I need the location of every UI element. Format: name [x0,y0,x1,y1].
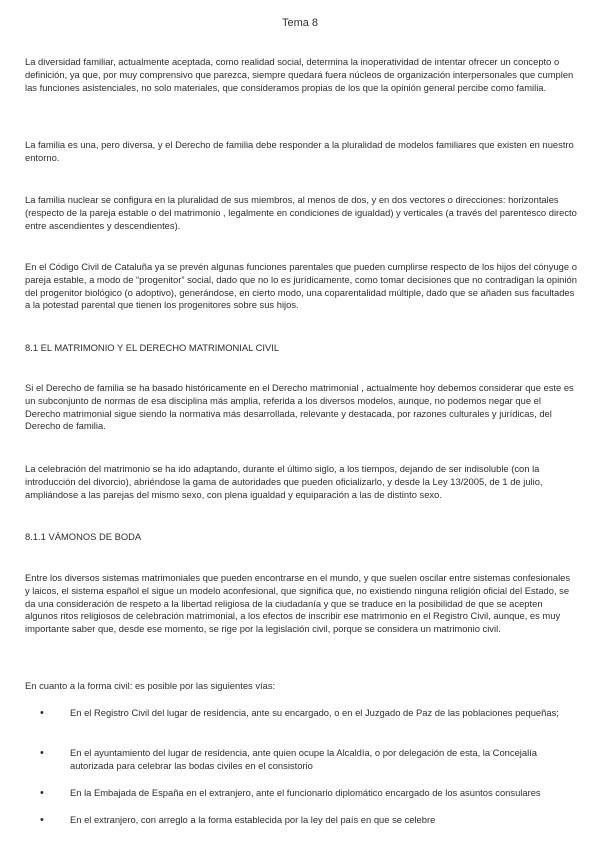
list-item-text: En el extranjero, con arreglo a la forma establecida por la ley del país en que se celebre [70,814,436,825]
list-item [40,814,575,827]
paragraph-sistemas-matrimoniales: Entre los diversos sistemas matrimoniales que pueden encontrarse en el mundo, y que suelen oscilar entre sistemas confesionales y laicos, el sistema español el sigue un modelo aconfesional, que significa que, no existiendo ninguna religión oficial del Estado, se da una consideración de respeto a la libertad religiosa de la ciudadanía y que se traduce en la posibilidad de que se acepten algunos ritos religiosos de celebración matrimonial, a los efectos de inscribir ese matrimonio en el Registro Civil, aunque, es muy importante saber que, desde ese momento, se rige por la legislación civil, porque se considera un matrimonio civil. [25,572,571,635]
list-item [40,707,575,720]
section-heading-8-1: 8.1 EL MATRIMONIO Y EL DERECHO MATRIMONIAL CIVIL [25,342,280,353]
list-item [40,787,575,800]
bullet-glyph: • [40,707,44,719]
bullet-glyph: • [40,787,44,799]
list-item [40,747,575,773]
paragraph-celebracion-matrimonio: La celebración del matrimonio se ha ido adaptando, durante el último siglo, a los tiempos, dejando de ser indisoluble (con la introducción del divorcio), abriéndose la gama de autoridades que pueden oficializarlo, y desde la Ley 13/2005, de 1 de julio, ampliándose a las parejas del mismo sexo, con plena igualdad y equiparación a las de distinto sexo. [25,463,543,500]
paragraph-codigo-civil-cataluna: En el Código Civil de Cataluña ya se prevén algunas funciones parentales que pueden cumplirse respecto de los hijos del cónyuge o pareja estable, a modo de “progenitor” social, dado que no lo es jurídicamente, como tomar decisiones que no contradigan la opinión del progenitor biológico (o adoptivo), generándose, en cierto modo, una coparentalidad múltiple, dado que se añaden sus facultades a la potestad parental que tienen los progenitores sobre sus hijos. [25,261,577,311]
paragraph-derecho-matrimonial: Si el Derecho de familia se ha basado históricamente en el Derecho matrimonial , actualmente hoy debemos considerar que este es un subconjunto de normas de esa disciplina más amplia, referida a los diversos modelos, aunque, no podemos negar que el Derecho matrimonial sigue siendo la normativa más desarrollada, relevante y destacada, por razones culturales y jurídicas, del Derecho de familia. [25,382,574,432]
list-item-text: En el ayuntamiento del lugar de residencia, ante quien ocupe la Alcaldía, o por delegación de esta, la Concejalía autorizada para celebrar las bodas civiles en el consistorio [70,747,537,771]
paragraph-familia-diversa: La familia es una, pero diversa, y el Derecho de familia debe responder a la pluralidad de modelos familiares que existen en nuestro entorno. [25,139,574,163]
bullet-glyph: • [40,747,44,759]
paragraph-forma-civil: En cuanto a la forma civil: es posible por las siguientes vías: [25,680,276,691]
list-item-text: En el Registro Civil del lugar de residencia, ante su encargado, o en el Juzgado de Paz de las poblaciones pequeñas; [70,707,559,718]
bullet-glyph: • [40,814,44,826]
paragraph-familia-nuclear: La familia nuclear se configura en la pluralidad de sus miembros, al menos de dos, y en dos vectores o direcciones: horizontales (respecto de la pareja estable o del matrimonio , legalmente en condiciones de igualdad) y verticales (a través del parentesco directo entre ascendientes y descendientes). [25,194,577,231]
section-heading-8-1-1: 8.1.1 VÁMONOS DE BODA [25,531,142,542]
list-item-text: En la Embajada de España en el extranjero, ante el funcionario diplomático encargado de los asuntos consulares [70,787,541,798]
paragraph-diversidad: La diversidad familiar, actualmente aceptada, como realidad social, determina la inoperatividad de intentar ofrecer un concepto o definición, ya que, por muy comprensivo que parezca, siempre quedará fuera núcleos de organización interpersonales que cumplen las funciones asistenciales, no solo materiales, que consideramos propias de los que la opinión general percibe como familia. [25,56,574,93]
page-header-title: Tema 8 [281,17,319,29]
